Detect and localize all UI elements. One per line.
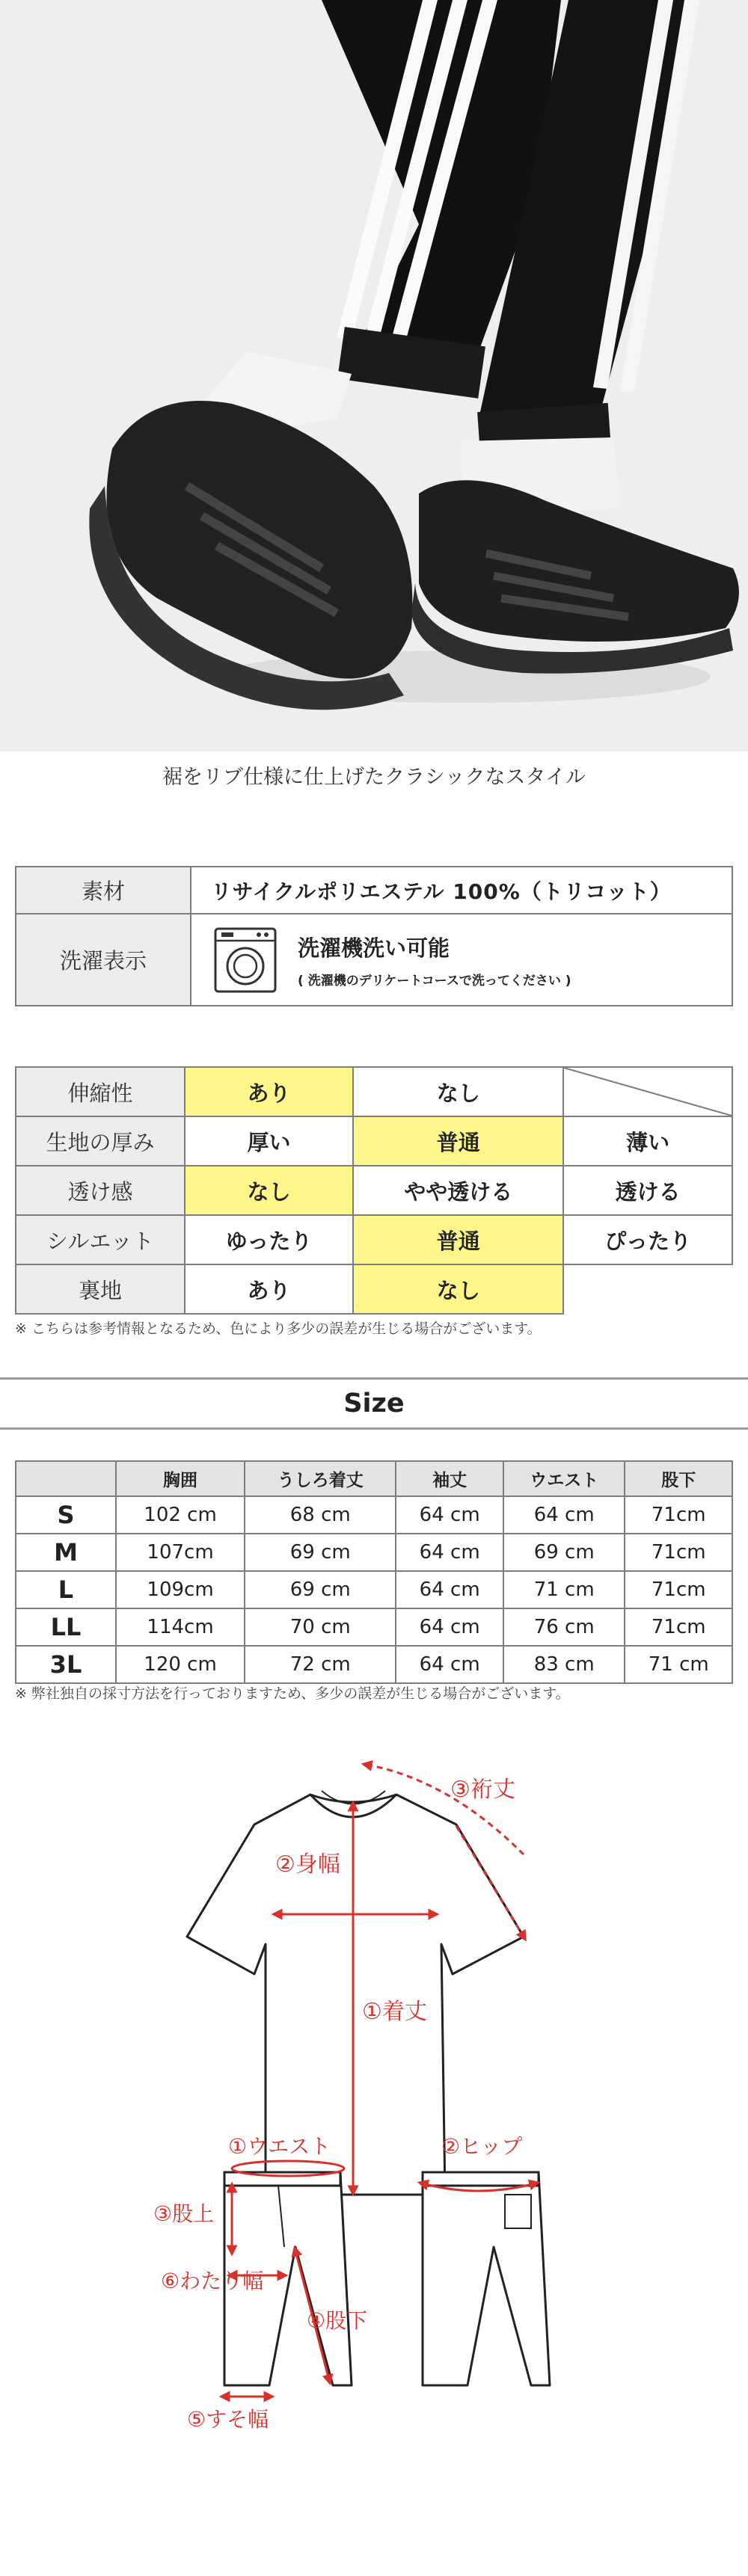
- shirt-diagram: [187, 1765, 524, 2195]
- feel-cell: 透ける: [563, 1166, 732, 1215]
- size-header-cell: 股下: [625, 1461, 732, 1496]
- size-row-l: [16, 1571, 732, 1608]
- feel-cell: 薄い: [563, 1116, 732, 1166]
- feel-row-label: 生地の厚み: [16, 1116, 185, 1166]
- size-table: [15, 1460, 733, 1684]
- size-cell: 114cm: [116, 1608, 245, 1646]
- size-cell: 68 cm: [245, 1496, 396, 1534]
- waist-label: ①ウエスト: [228, 2134, 331, 2159]
- size-cell: 69 cm: [503, 1534, 625, 1571]
- feel-cell-selected: なし: [353, 1264, 563, 1314]
- feel-note: ※ こちらは参考情報となるため、色により多少の誤差が生じる場合がございます。: [15, 1321, 542, 1337]
- size-cell: 71cm: [625, 1496, 732, 1534]
- wash-row: [16, 914, 732, 1006]
- feel-row-sheerness: [16, 1166, 732, 1215]
- body-length-label: ①着丈: [362, 1999, 427, 2025]
- size-cell: 69 cm: [245, 1534, 396, 1571]
- feel-cell: やや透ける: [353, 1166, 563, 1215]
- size-cell: 120 cm: [116, 1646, 245, 1683]
- feel-cell: ぴったり: [563, 1215, 732, 1264]
- feel-cell: ゆったり: [185, 1215, 353, 1264]
- size-row-m: [16, 1534, 732, 1571]
- size-note: ※ 弊社独自の採寸方法を行っておりますため、多少の誤差が生じる場合がございます。: [15, 1685, 570, 1702]
- feel-cell-selected: 普通: [353, 1215, 563, 1264]
- wash-value: [191, 914, 732, 1006]
- material-table: [15, 866, 733, 1006]
- size-cell: 109cm: [116, 1571, 245, 1608]
- feel-cell: あり: [185, 1264, 353, 1314]
- material-label: 素材: [16, 867, 191, 914]
- size-label: L: [16, 1571, 116, 1608]
- feel-cell: なし: [353, 1067, 563, 1116]
- size-row-s: [16, 1496, 732, 1534]
- size-cell: 72 cm: [245, 1646, 396, 1683]
- wash-sub-text: ( 洗濯機のデリケートコースで洗ってください ): [298, 973, 571, 989]
- feel-table: [15, 1066, 733, 1315]
- feel-row-thickness: [16, 1116, 732, 1166]
- feel-cell: 厚い: [185, 1116, 353, 1166]
- feel-cell-selected: あり: [185, 1067, 353, 1116]
- feel-row-label: 伸縮性: [16, 1067, 185, 1116]
- product-photo: [0, 0, 748, 751]
- sleeve-length-label: ③裄丈: [450, 1777, 515, 1803]
- size-cell: 64 cm: [396, 1534, 503, 1571]
- size-cell: 64 cm: [396, 1646, 503, 1683]
- size-cell: 71 cm: [625, 1646, 732, 1683]
- size-cell: 64 cm: [503, 1496, 625, 1534]
- material-value: [191, 867, 732, 914]
- material-row: [16, 867, 732, 914]
- hip-label: ②ヒップ: [441, 2134, 523, 2159]
- size-label: S: [16, 1496, 116, 1534]
- thigh-width-label: ⑥わたり幅: [161, 2269, 264, 2293]
- size-label: LL: [16, 1608, 116, 1646]
- pants-front-diagram: [153, 2134, 367, 2432]
- size-cell: 71cm: [625, 1571, 732, 1608]
- size-label: M: [16, 1534, 116, 1571]
- feel-cell-empty: [563, 1067, 732, 1116]
- inseam-label: ④股下: [307, 2308, 368, 2333]
- material-text: リサイクルポリエステル 100%（トリコット）: [211, 879, 672, 904]
- size-header-cell: 袖丈: [396, 1461, 503, 1496]
- wash-text: [298, 932, 571, 989]
- feel-row-label: シルエット: [16, 1215, 185, 1264]
- size-row-3l: [16, 1646, 732, 1683]
- size-cell: 64 cm: [396, 1571, 503, 1608]
- feel-row-lining: [16, 1264, 732, 1314]
- feel-row-label: 裏地: [16, 1264, 185, 1314]
- hem-width-label: ⑤すそ幅: [187, 2407, 269, 2432]
- size-cell: 71 cm: [503, 1571, 625, 1608]
- size-label: 3L: [16, 1646, 116, 1683]
- size-cell: 71cm: [625, 1608, 732, 1646]
- feel-cell-selected: 普通: [353, 1116, 563, 1166]
- size-row-ll: [16, 1608, 732, 1646]
- body-width-label: ②身幅: [275, 1851, 340, 1878]
- photo-caption: 裾をリブ仕様に仕上げたクラシックなスタイル: [162, 766, 586, 789]
- measurement-diagrams: [0, 1720, 748, 2576]
- feel-row-stretch: [16, 1067, 732, 1116]
- rise-label: ③股上: [153, 2201, 215, 2226]
- wash-label: 洗濯表示: [16, 914, 191, 1006]
- feel-cell-blank: [563, 1264, 732, 1314]
- size-cell: 69 cm: [245, 1571, 396, 1608]
- size-cell: 64 cm: [396, 1608, 503, 1646]
- feel-row-silhouette: [16, 1215, 732, 1264]
- wash-main-text: 洗濯機洗い可能: [298, 935, 450, 961]
- size-cell: 76 cm: [503, 1608, 625, 1646]
- size-cell: 64 cm: [396, 1496, 503, 1534]
- feel-cell-selected: なし: [185, 1166, 353, 1215]
- washing-machine-icon: [211, 926, 280, 995]
- size-header-row: [16, 1461, 732, 1496]
- feel-row-label: 透け感: [16, 1166, 185, 1215]
- size-cell: 102 cm: [116, 1496, 245, 1534]
- pants-back-diagram: [423, 2134, 550, 2385]
- size-header-cell: ウエスト: [503, 1461, 625, 1496]
- size-cell: 83 cm: [503, 1646, 625, 1683]
- size-cell: 107cm: [116, 1534, 245, 1571]
- size-header-cell: 胸囲: [116, 1461, 245, 1496]
- size-header-cell: うしろ着丈: [245, 1461, 396, 1496]
- size-heading: Size: [0, 1377, 748, 1430]
- size-cell: 70 cm: [245, 1608, 396, 1646]
- size-cell: 71cm: [625, 1534, 732, 1571]
- size-header-cell: [16, 1461, 116, 1496]
